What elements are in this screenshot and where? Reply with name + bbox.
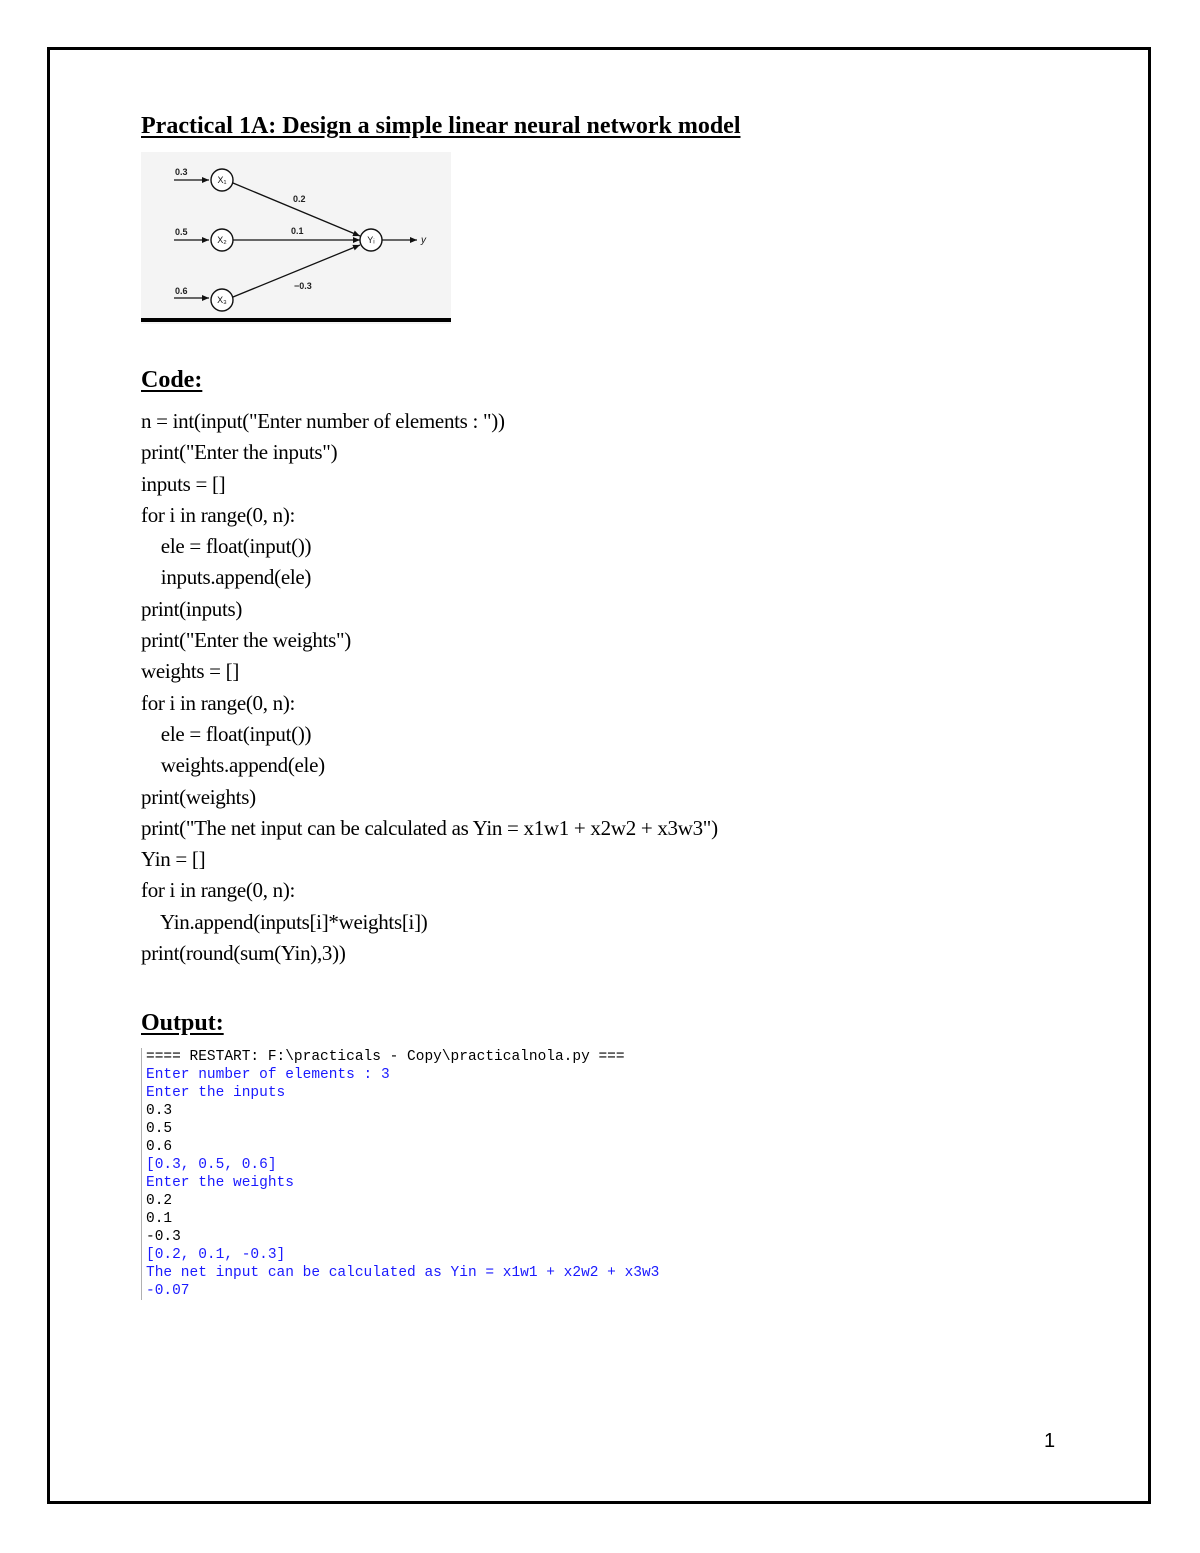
console-output — [141, 1048, 746, 1300]
code-line: print("Enter the weights") — [141, 628, 351, 653]
console-line: The net input can be calculated as Yin = x1w1 + x2w2 + x3w3 — [146, 1265, 660, 1281]
weight-label-2: 0.1 — [291, 226, 304, 236]
code-line: print("The net input can be calculated as Yin = x1w1 + x2w2 + x3w3") — [141, 815, 718, 840]
weight-label-3: −0.3 — [294, 281, 312, 291]
output-node-label: Yᵢ — [367, 235, 375, 245]
input-node-label-2: X₂ — [217, 235, 227, 245]
output-label: y — [421, 235, 426, 246]
console-line: 0.2 — [146, 1193, 173, 1209]
code-line: print(inputs) — [141, 596, 243, 621]
console-line: Enter the inputs — [146, 1085, 286, 1101]
code-line: Yin = [] — [141, 847, 206, 872]
neural-network-diagram — [141, 152, 451, 324]
input-value-1: 0.3 — [175, 167, 188, 177]
input-value-2: 0.5 — [175, 227, 188, 237]
diagram-underline — [141, 318, 451, 322]
console-line: [0.3, 0.5, 0.6] — [146, 1157, 277, 1173]
console-line: Enter number of elements : 3 — [146, 1067, 390, 1083]
code-line: print(weights) — [141, 784, 256, 809]
console-line: 0.5 — [146, 1121, 173, 1137]
code-line: ele = float(input()) — [141, 534, 312, 559]
code-line: print(round(sum(Yin),3)) — [141, 941, 346, 966]
code-line: ele = float(input()) — [141, 721, 312, 746]
console-line: [0.2, 0.1, -0.3] — [146, 1247, 286, 1263]
console-line: 0.1 — [146, 1211, 173, 1227]
input-node-label-1: X₁ — [217, 175, 227, 185]
code-line: for i in range(0, n): — [141, 878, 296, 903]
console-line: Enter the weights — [146, 1175, 294, 1191]
code-line: Yin.append(inputs[i]*weights[i]) — [141, 909, 428, 934]
code-line: for i in range(0, n): — [141, 690, 296, 715]
page-title: Practical 1A: Design a simple linear neural network model — [141, 113, 741, 139]
console-line: 0.6 — [146, 1139, 173, 1155]
console-line: 0.3 — [146, 1103, 173, 1119]
console-line: -0.07 — [146, 1283, 190, 1299]
code-block — [141, 406, 718, 969]
code-line: n = int(input("Enter number of elements : ")) — [141, 409, 505, 433]
code-line: weights = [] — [141, 659, 240, 684]
code-line: inputs.append(ele) — [141, 565, 312, 590]
code-line: print("Enter the inputs") — [141, 440, 338, 465]
console-line: -0.3 — [146, 1229, 181, 1245]
console-line: ==== RESTART: F:\practicals - Copy\practicalnola.py === — [146, 1049, 625, 1065]
code-heading: Code: — [141, 367, 203, 393]
input-value-3: 0.6 — [175, 286, 188, 296]
input-node-label-3: X₃ — [217, 295, 227, 305]
page-number: 1 — [1044, 1430, 1056, 1452]
code-line: inputs = [] — [141, 471, 226, 496]
output-heading: Output: — [141, 1010, 224, 1036]
code-line: for i in range(0, n): — [141, 502, 296, 527]
code-line: weights.append(ele) — [141, 753, 325, 778]
weight-label-1: 0.2 — [293, 194, 306, 204]
